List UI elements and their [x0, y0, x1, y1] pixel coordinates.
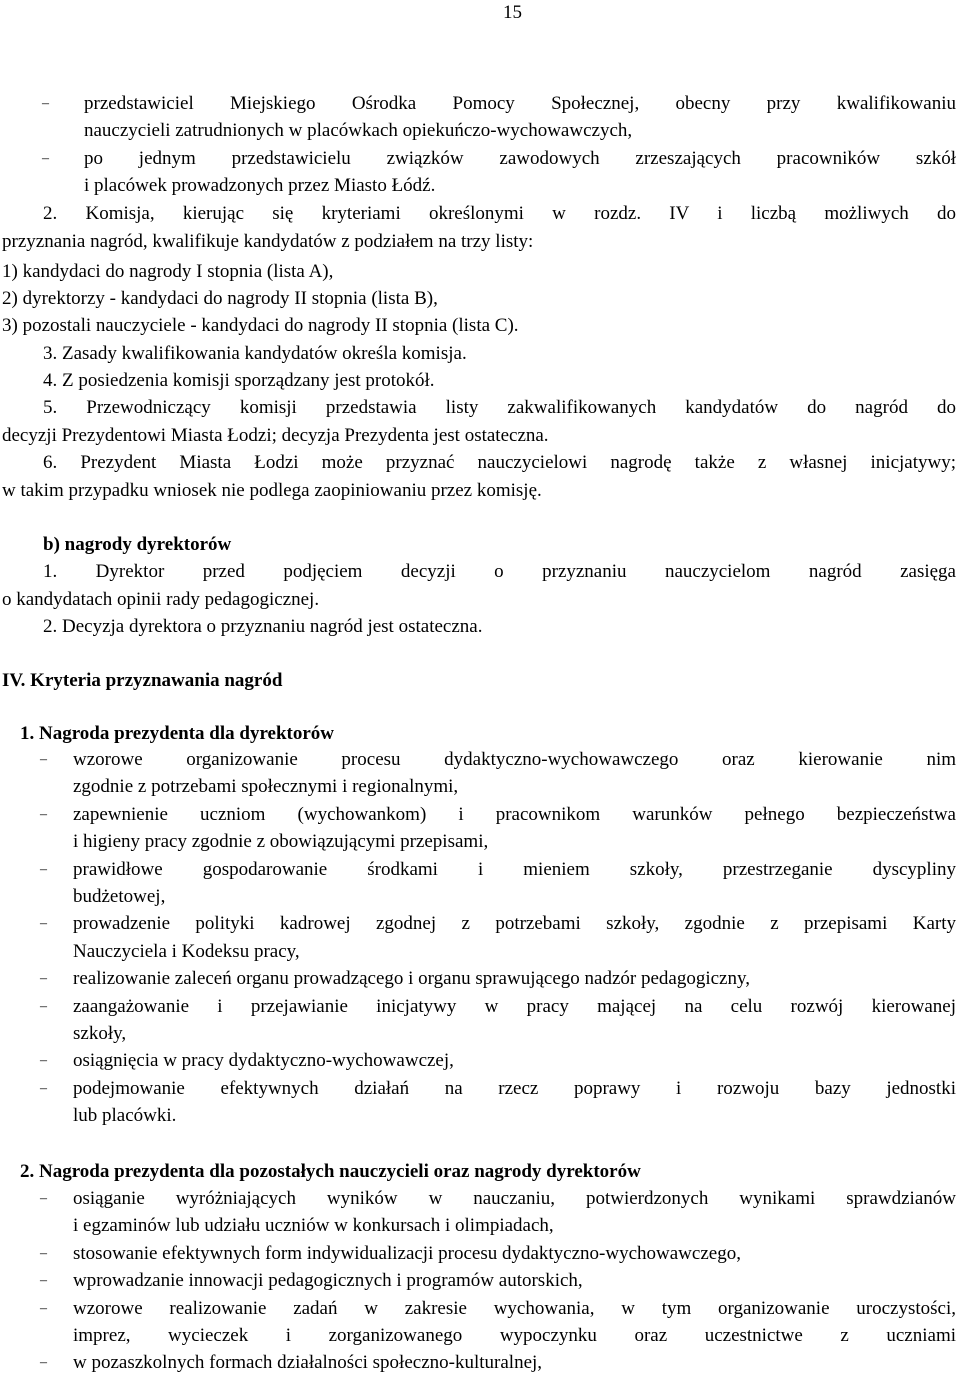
list-item-line-1: prowadzenie polityki kadrowej zgodnej z potrzebami szkoły, zgodnie z przepisami Karty [73, 913, 956, 935]
list-item-line-2: i egzaminów lub udziału uczniów w konkursach i olimpiadach, [73, 1215, 554, 1237]
list-item-line-2: Nauczyciela i Kodeksu pracy, [73, 940, 300, 962]
list-item-line-1: po jednym przedstawicielu związków zawodowych zrzeszających pracowników szkół [84, 147, 956, 169]
list-item-line-2: nauczycieli zatrudnionych w placówkach opiekuńczo-wychowawczych, [84, 120, 633, 142]
bullet-dash: – [40, 971, 47, 987]
bullet-dash: – [40, 1355, 47, 1371]
list-b-item: 2) dyrektorzy - kandydaci do nagrody II stopnia (lista B), [2, 288, 438, 309]
list-item-line-2: i placówek prowadzonych przez Miasto Łódź. [84, 175, 436, 197]
bullet-dash: – [40, 861, 47, 877]
bullet-dash: – [40, 1080, 47, 1096]
paragraph-4: 4. Z posiedzenia komisji sporządzany jest protokół. [43, 370, 435, 391]
list-item-line-1: podejmowanie efektywnych działań na rzecz poprawy i rozwoju bazy jednostki [73, 1077, 956, 1099]
bullet-dash: – [40, 916, 47, 932]
list-item-line-1: przedstawiciel Miejskiego Ośrodka Pomocy Społecznej, obecny przy kwalifikowaniu [84, 93, 956, 114]
subheading-1: 1. Nagroda prezydenta dla dyrektorów [20, 723, 335, 744]
list-item-line-1: realizowanie zaleceń organu prowadzącego i organu sprawującego nadzór pedagogiczny, [73, 968, 750, 990]
subheading-2: 2. Nagroda prezydenta dla pozostałych nauczycieli oraz nagrody dyrektorów [20, 1161, 641, 1182]
subsection-heading-b: b) nagrody dyrektorów [43, 534, 232, 555]
list-item-line-2: zgodnie z potrzebami społecznymi i regionalnymi, [73, 776, 459, 798]
list-item-line-2: budżetowej, [73, 886, 166, 907]
bullet-dash: – [40, 752, 47, 767]
paragraph-5-line-2: decyzji Prezydentowi Miasta Łodzi; decyzja Prezydenta jest ostateczna. [2, 425, 549, 446]
list-item-line-1: stosowanie efektywnych form indywidualizacji procesu dydaktyczno-wychowawczego, [73, 1242, 741, 1264]
bullet-dash: – [42, 96, 49, 111]
bullet-dash: – [40, 998, 47, 1014]
list-item-line-1: wzorowe realizowanie zadań w zakresie wychowania, w tym organizowanie uroczystości, [73, 1297, 956, 1319]
list-item-line-1: wzorowe organizowanie procesu dydaktyczno-wychowawczego oraz kierowanie nim [73, 749, 956, 770]
list-item-line-1: prawidłowe gospodarowanie środkami i mieniem szkoły, przestrzeganie dyscypliny [73, 858, 956, 880]
paragraph-b1-line-1: 1. Dyrektor przed podjęciem decyzji o przyznaniu nauczycielom nagród zasięga [43, 561, 956, 582]
paragraph-2-line-1: 2. Komisja, kierując się kryteriami określonymi w rozdz. IV i liczbą możliwych do [43, 203, 956, 224]
bullet-dash: – [40, 1191, 47, 1206]
paragraph-5-line-1: 5. Przewodniczący komisji przedstawia listy zakwalifikowanych kandydatów do nagród do [43, 397, 956, 418]
list-item-line-1: zapewnienie uczniom (wychowankom) i pracownikom warunków pełnego bezpieczeństwa [73, 803, 956, 825]
paragraph-6-line-1: 6. Prezydent Miasta Łodzi może przyznać nauczycielowi nagrodę także z własnej inicjatywy; [43, 452, 956, 473]
paragraph-3: 3. Zasady kwalifikowania kandydatów określa komisja. [43, 343, 467, 364]
paragraph-b2: 2. Decyzja dyrektora o przyznaniu nagród jest ostateczna. [43, 616, 483, 637]
list-item-line-2: lub placówki. [73, 1105, 177, 1127]
list-item-line-1: w pozaszkolnych formach działalności społeczno-kulturalnej, [73, 1352, 543, 1374]
list-item-line-2: i higieny pracy zgodnie z obowiązującymi przepisami, [73, 831, 489, 853]
list-item-line-2: imprez, wycieczek i zorganizowanego wypoczynku oraz uczestnictwe z uczniami [73, 1325, 956, 1346]
bullet-dash: – [42, 150, 49, 166]
paragraph-6-line-2: w takim przypadku wniosek nie podlega zaopiniowaniu przez komisję. [2, 480, 542, 501]
paragraph-2-line-2: przyznania nagród, kwalifikuje kandydatów z podziałem na trzy listy: [2, 231, 534, 252]
bullet-dash: – [40, 806, 47, 822]
list-c-item: 3) pozostali nauczyciele - kandydaci do nagrody II stopnia (lista C). [2, 315, 519, 336]
page-number: 15 [503, 2, 522, 23]
section-heading-iv: IV. Kryteria przyznawania nagród [2, 670, 283, 691]
list-item-line-1: osiąganie wyróżniających wyników w nauczaniu, potwierdzonych wynikami sprawdzianów [73, 1188, 956, 1209]
bullet-dash: – [40, 1245, 47, 1261]
bullet-dash: – [40, 1053, 47, 1069]
bullet-dash: – [40, 1300, 47, 1316]
list-a-item: 1) kandydaci do nagrody I stopnia (lista A), [2, 261, 334, 282]
bullet-dash: – [40, 1273, 47, 1289]
list-item-line-1: wprowadzanie innowacji pedagogicznych i programów autorskich, [73, 1270, 583, 1292]
list-item-line-2: szkoły, [73, 1023, 127, 1044]
list-item-line-1: zaangażowanie i przejawianie inicjatywy w pracy mającej na celu rozwój kierowanej [73, 995, 956, 1017]
list-item-line-1: osiągnięcia w pracy dydaktyczno-wychowawczej, [73, 1050, 454, 1072]
paragraph-b1-line-2: o kandydatach opinii rady pedagogicznej. [2, 589, 320, 610]
